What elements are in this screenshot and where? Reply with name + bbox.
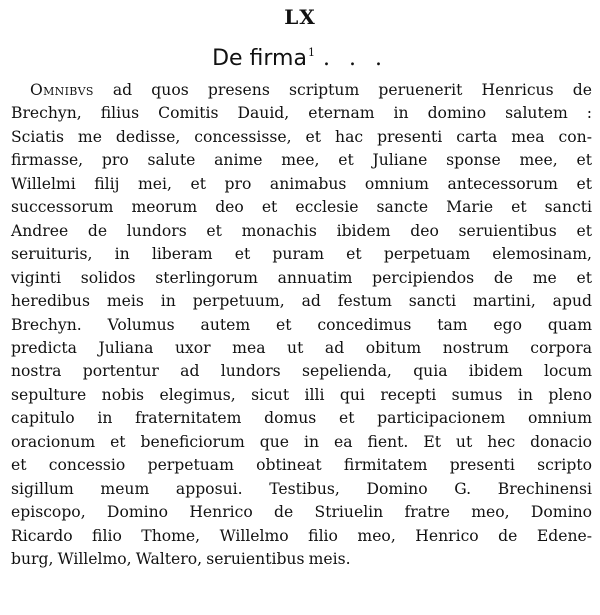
text-line: et concessio perpetuam obtineat firmitatem presenti scripto	[11, 456, 592, 475]
text-line: seruituris, in liberam et puram et perpetuam elemosinam,	[11, 245, 592, 264]
text-line: sigillum meum apposui. Testibus, Domino G. Brechinensi	[11, 479, 592, 498]
text-line: Andree de lundors et monachis ibidem deo seruientibus et	[11, 221, 592, 240]
text-line: Brechyn. Volumus autem et concedimus tam ego quam	[11, 315, 592, 334]
text-line	[11, 79, 592, 102]
charter-body	[11, 79, 592, 572]
text-line: nostra portentur ad lundors sepelienda, quia ibidem locum	[11, 362, 592, 381]
text-line: sepulture nobis elegimus, sicut illi qui recepti sumus in pleno	[11, 385, 592, 404]
text-line: successorum meorum deo et ecclesie sancte Marie et sancti	[11, 198, 592, 217]
charter-number: LX	[284, 5, 316, 29]
charter-title-text: De firma	[212, 46, 307, 71]
text-line: Ricardo filio Thome, Willelmo filio meo, Henrico de Edene-	[11, 526, 592, 545]
text-line: Brechyn, filius Comitis Dauid, eternam in domino salutem :	[11, 104, 592, 123]
text-line: burg, Willelmo, Waltero, seruientibus meis.	[11, 550, 351, 569]
footnote-marker: 1	[307, 46, 315, 59]
opening-word: Omnibvs	[30, 81, 94, 99]
text-line: viginti solidos sterlingorum annuatim percipiendos de me et	[11, 268, 592, 287]
text-line: heredibus meis in perpetuum, ad festum sancti martini, apud	[11, 292, 592, 311]
text-line: Sciatis me dedisse, concessisse, et hac presenti carta mea con-	[11, 127, 592, 146]
title-ellipsis: . . .	[322, 46, 388, 71]
text-line: oracionum et beneficiorum que in ea fient. Et ut hec donacio	[11, 432, 592, 451]
text-line: firmasse, pro salute anime mee, et Juliane sponse mee, et	[11, 151, 592, 170]
text-line: predicta Juliana uxor mea ut ad obitum nostrum corpora	[11, 338, 592, 357]
text-line: Willelmi filij mei, et pro animabus omnium antecessorum et	[11, 174, 592, 193]
text-line: capitulo in fraternitatem domus et participacionem omnium	[11, 409, 592, 428]
charter-title	[0, 38, 600, 74]
text-line-content: ad quos presens scriptum peruenerit Henricus de	[93, 81, 592, 99]
text-line: episcopo, Domino Henrico de Striuelin fratre meo, Domino	[11, 503, 592, 522]
